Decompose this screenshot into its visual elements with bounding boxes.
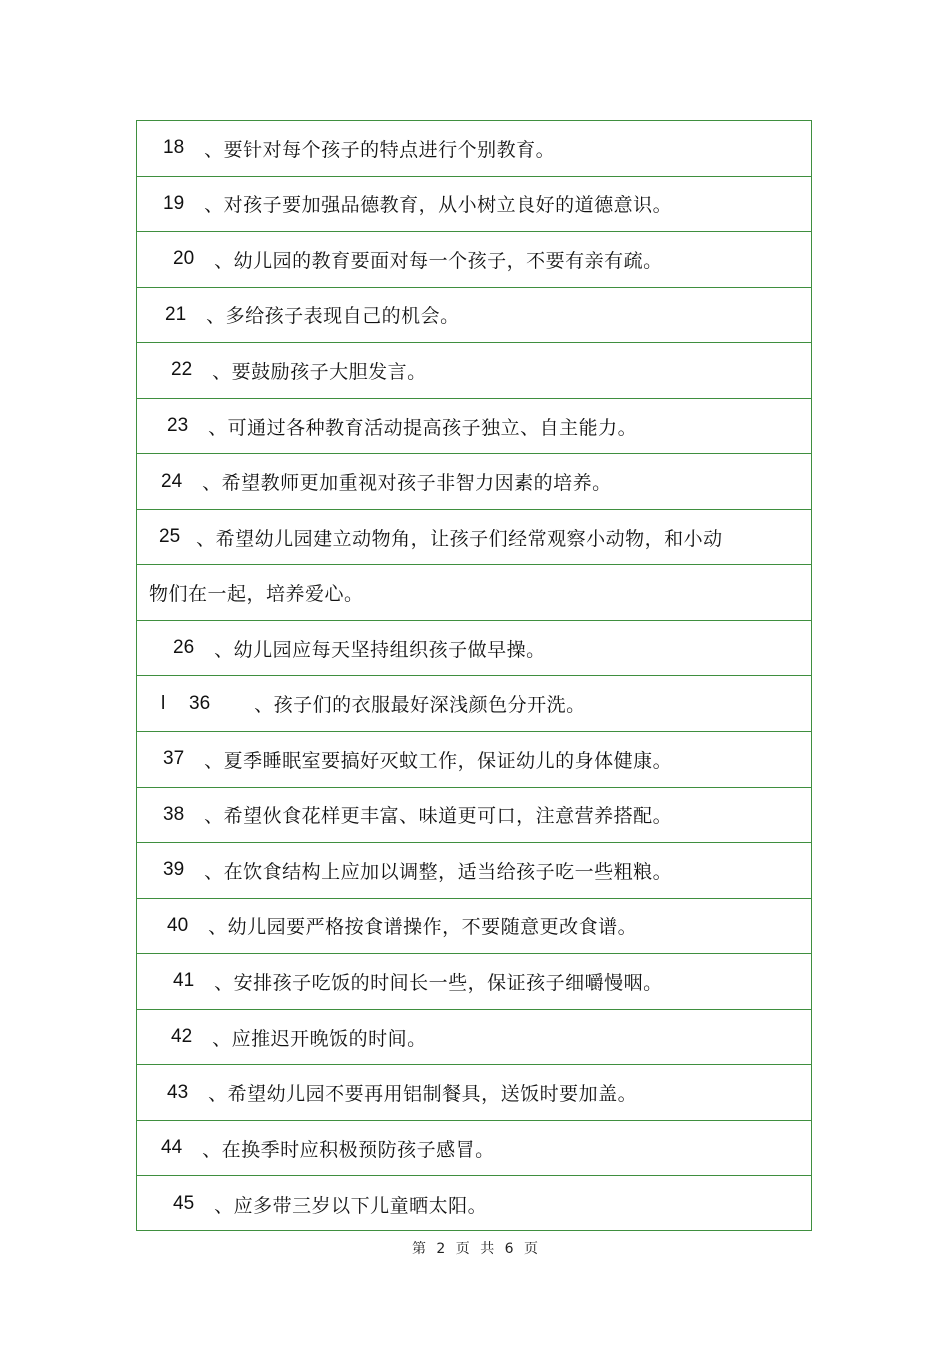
- item-number: 43: [167, 1081, 189, 1103]
- table-row: [137, 177, 811, 233]
- item-number: 42: [171, 1026, 193, 1048]
- item-text: 、要针对每个孩子的特点进行个别教育。: [204, 138, 556, 161]
- table-row: [137, 788, 811, 844]
- item-number: 41: [173, 970, 195, 992]
- item-text: 、在换季时应积极预防孩子感冒。: [202, 1138, 495, 1161]
- table-row: [137, 343, 811, 399]
- item-number: 36: [189, 692, 211, 714]
- item-text: 、希望伙食花样更丰富、味道更可口，注意营养搭配。: [204, 805, 673, 828]
- item-number: 19: [163, 192, 185, 214]
- row-marker: l: [161, 692, 166, 714]
- table-row: [137, 843, 811, 899]
- item-text: 、希望幼儿园建立动物角，让孩子们经常观察小动物，和小动: [196, 527, 723, 550]
- content-table: [136, 120, 812, 1231]
- item-number: 23: [167, 415, 189, 436]
- item-number: 44: [161, 1137, 183, 1159]
- item-text: 、希望幼儿园不要再用铝制餐具，送饭时要加盖。: [208, 1083, 638, 1106]
- item-number: 22: [171, 359, 193, 381]
- item-text: 、安排孩子吃饭的时间长一些，保证孩子细嚼慢咽。: [214, 971, 663, 994]
- item-number: 26: [173, 637, 195, 659]
- item-number: 39: [163, 859, 185, 881]
- table-row: [137, 510, 811, 566]
- item-text: 、在饮食结构上应加以调整，适当给孩子吃一些粗粮。: [204, 860, 673, 883]
- table-row: [137, 1176, 811, 1232]
- item-text: 、对孩子要加强品德教育，从小树立良好的道德意识。: [204, 194, 673, 217]
- table-row: [137, 1121, 811, 1177]
- item-text: 、孩子们的衣服最好深浅颜色分开洗。: [254, 694, 586, 717]
- page-footer: 第 2 页 共 6 页: [411, 1241, 539, 1257]
- item-text: 、要鼓励孩子大胆发言。: [212, 360, 427, 383]
- item-text: 、希望教师更加重视对孩子非智力因素的培养。: [202, 472, 612, 495]
- item-number: 38: [163, 803, 185, 825]
- item-text: 、应多带三岁以下儿童晒太阳。: [214, 1194, 488, 1217]
- item-number: 37: [163, 748, 185, 770]
- table-row: [137, 232, 811, 288]
- table-row: [137, 288, 811, 344]
- item-text: 、幼儿园应每天坚持组织孩子做早操。: [214, 638, 546, 661]
- item-number: 21: [165, 303, 187, 325]
- table-row: [137, 1010, 811, 1066]
- table-row: [137, 676, 811, 732]
- table-row: [137, 1065, 811, 1121]
- table-row: [137, 732, 811, 788]
- item-text: 、幼儿园要严格按食谱操作，不要随意更改食谱。: [208, 916, 638, 939]
- item-text: 、幼儿园的教育要面对每一个孩子，不要有亲有疏。: [214, 249, 663, 272]
- table-row: [137, 454, 811, 510]
- item-number: 20: [173, 248, 195, 270]
- item-number: 45: [173, 1193, 195, 1215]
- item-number: 25: [159, 526, 181, 548]
- item-text: 、夏季睡眠室要搞好灭蚊工作，保证幼儿的身体健康。: [204, 749, 673, 772]
- item-number: 18: [163, 137, 185, 159]
- item-text: 、可通过各种教育活动提高孩子独立、自主能力。: [208, 416, 638, 439]
- item-text: 、应推迟开晚饭的时间。: [212, 1027, 427, 1050]
- item-text: 、多给孩子表现自己的机会。: [206, 305, 460, 328]
- item-number: 24: [161, 470, 183, 492]
- table-row: [137, 399, 811, 455]
- item-number: 40: [167, 914, 189, 936]
- table-row: [137, 565, 811, 621]
- table-row: [137, 899, 811, 955]
- table-row: [137, 954, 811, 1010]
- table-row: [137, 621, 811, 677]
- table-row: [137, 121, 811, 177]
- item-text: 物们在一起，培养爱心。: [149, 583, 364, 606]
